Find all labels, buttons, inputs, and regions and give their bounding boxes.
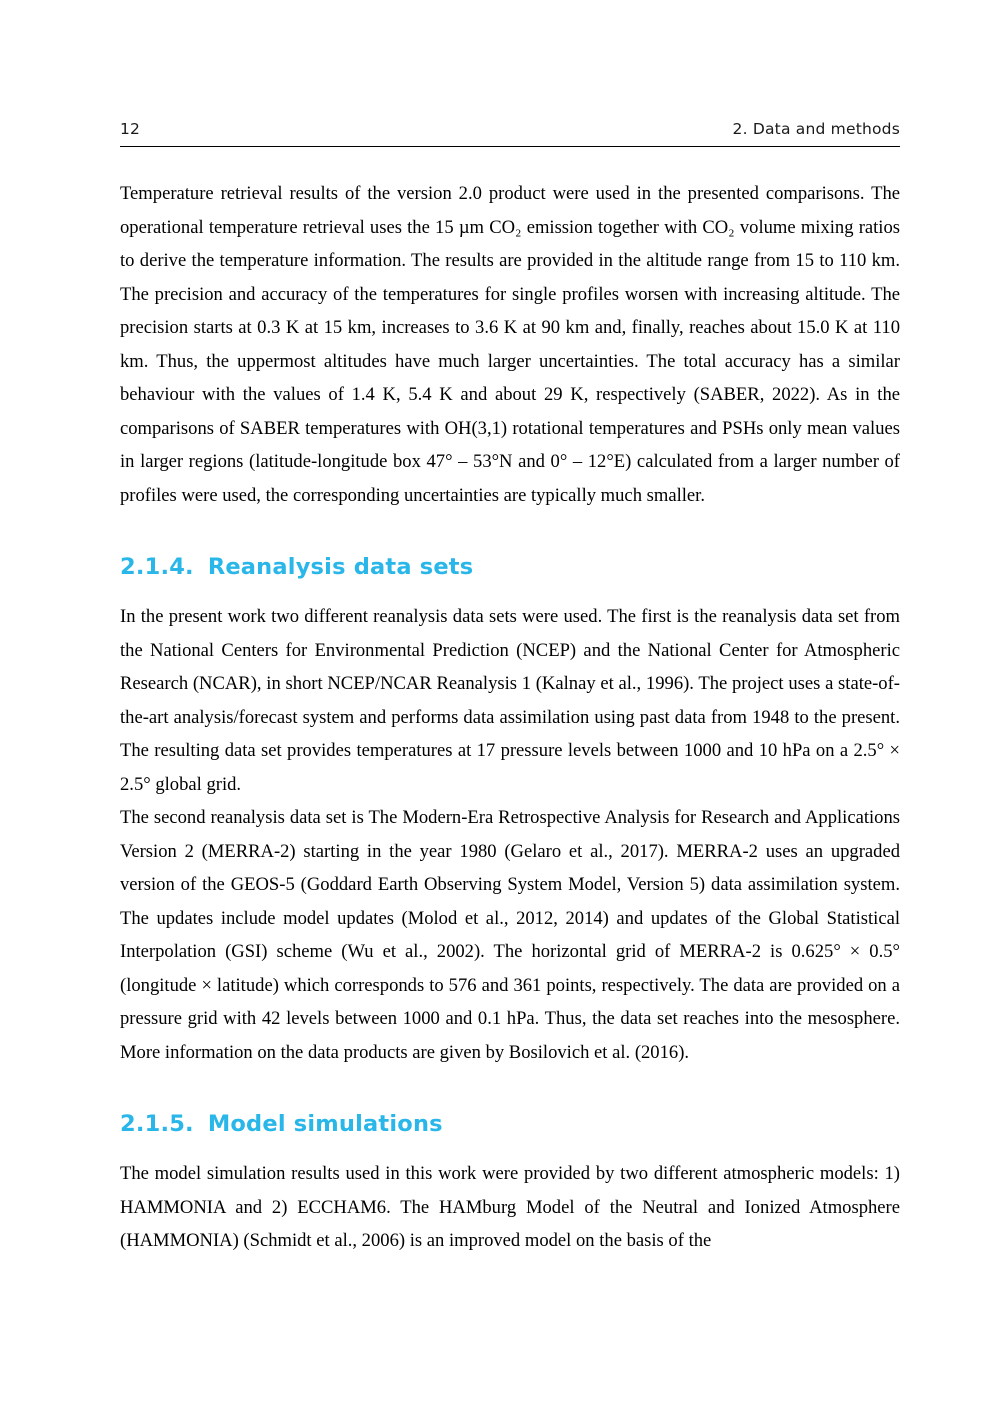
section-number: 2.1.4.	[120, 554, 194, 580]
section-title: Reanalysis data sets	[207, 554, 474, 580]
paragraph-intro: Temperature retrieval results of the version 2.0 product were used in the presented comparisons. The operational temperature retrieval uses the 15 µm CO₂ emission together with CO₂ volume mixing ratios to derive the temperature information. The results are provided in the altitude range from 15 to 110 km. The precision and accuracy of the temperatures for single profiles worsen with increasing altitude. The precision starts at 0.3 K at 15 km, increases to 3.6 K at 90 km and, finally, reaches about 15.0 K at 110 km. Thus, the uppermost altitudes have much larger uncertainties. The total accuracy has a similar behaviour with the values of 1.4 K, 5.4 K and about 29 K, respectively (SABER, 2022). As in the comparisons of SABER temperatures with OH(3,1) rotational temperatures and PSHs only mean values in larger regions (latitude-longitude box 47° – 53°N and 0° – 12°E) calculated from a larger number of profiles were used, the corresponding uncertainties are typically much smaller.	[120, 183, 900, 506]
paragraph-reanalysis-2: The second reanalysis data set is The Modern-Era Retrospective Analysis for Research and Applications Version 2 (MERRA-2) starting in the year 1980 (Gelaro et al., 2017). MERRA-2 uses an upgraded version of the GEOS-5 (Goddard Earth Observing System Model, Version 5) data assimilation system. The updates include model updates (Molod et al., 2012, 2014) and updates of the Global Statistical Interpolation (GSI) scheme (Wu et al., 2002). The horizontal grid of MERRA-2 is 0.625° × 0.5° (longitude × latitude) which corresponds to 576 and 361 points, respectively. The data are provided on a pressure grid with 42 levels between 1000 and 0.1 hPa. Thus, the data set reaches into the mesosphere. More information on the data products are given by Bosilovich et al. (2016).	[120, 807, 900, 1063]
paragraph-reanalysis-1: In the present work two different reanalysis data sets were used. The first is the reanalysis data set from the National Centers for Environmental Prediction (NCEP) and the National Center for Atmospheric Research (NCAR), in short NCEP/NCAR Reanalysis 1 (Kalnay et al., 1996). The project uses a state-of-the-art analysis/forecast system and performs data assimilation using past data from 1948 to the present. The resulting data set provides temperatures at 17 pressure levels between 1000 and 10 hPa on a 2.5° × 2.5° global grid.	[120, 606, 900, 795]
section-heading-2-1-5	[120, 1111, 900, 1137]
paragraph-model-1: The model simulation results used in this work were provided by two different atmospheric models: 1) HAMMONIA and 2) ECCHAM6. The HAMburg Model of the Neutral and Ionized Atmosphere (HAMMONIA) (Schmidt et al., 2006) is an improved model on the basis of the	[120, 1163, 900, 1251]
header-rule	[120, 146, 900, 147]
running-head	[120, 120, 900, 146]
page-number: 12	[120, 120, 141, 138]
section-heading-2-1-4	[120, 554, 900, 580]
chapter-title: 2. Data and methods	[732, 120, 900, 138]
section-title: Model simulations	[207, 1111, 443, 1137]
section-number: 2.1.5.	[120, 1111, 194, 1137]
